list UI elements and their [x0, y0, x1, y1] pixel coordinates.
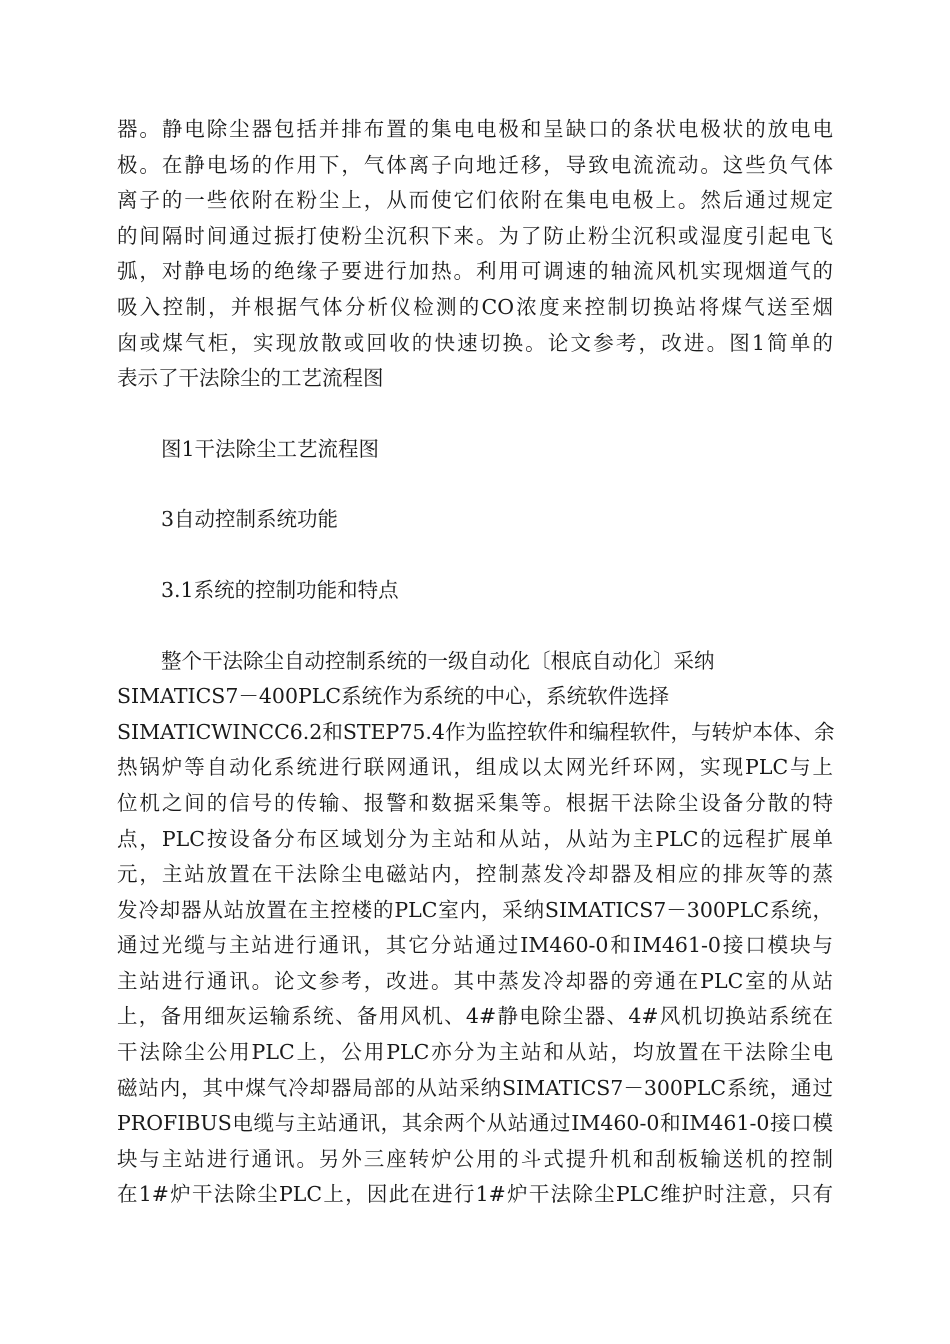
paragraph-line: 极。在静电场的作用下，气体离子向地迁移，导致电流流动。这些负气体 [117, 152, 833, 177]
figure-caption: 图1干法除尘工艺流程图 [161, 436, 380, 461]
paragraph-line: SIMATICWINCC6.2和STEP75.4作为监控软件和编程软件，与转炉本体、余 [117, 719, 835, 744]
paragraph-line: 离子的一些依附在粉尘上，从而使它们依附在集电电极上。然后通过规定 [117, 188, 833, 213]
section-heading: 3自动控制系统功能 [161, 507, 339, 532]
paragraph-line: 的间隔时间通过振打使粉尘沉积下来。为了防止粉尘沉积或湿度引起电飞 [117, 223, 833, 248]
paragraph-line: 整个干法除尘自动控制系统的一级自动化〔根底自动化〕采纳 [161, 648, 715, 673]
spacer [117, 467, 833, 502]
paragraph-line: 通过光缆与主站进行通讯，其它分站通过IM460-0和IM461-0接口模块与 [117, 933, 833, 958]
spacer [117, 397, 833, 432]
subsection-heading: 3.1系统的控制功能和特点 [161, 577, 399, 602]
paragraph-line: 在1#炉干法除尘PLC上，因此在进行1#炉干法除尘PLC维护时注意，只有 [117, 1182, 833, 1207]
paragraph-line: 囱或煤气柜，实现放散或回收的快速切换。论文参考，改进。图1简单的 [117, 330, 833, 355]
paragraph-line: 弧，对静电场的绝缘子要进行加热。利用可调速的轴流风机实现烟道气的 [117, 259, 833, 284]
paragraph-line: PROFIBUS电缆与主站通讯，其余两个从站通过IM460-0和IM461-0接口模 [117, 1111, 833, 1136]
paragraph-line: 点，PLC按设备分布区域划分为主站和从站，从站为主PLC的远程扩展单 [117, 826, 833, 851]
paragraph-line: 热锅炉等自动化系统进行联网通讯，组成以太网光纤环网，实现PLC与上 [117, 755, 833, 780]
spacer [117, 609, 833, 644]
paragraph-line: 磁站内，其中煤气冷却器局部的从站采纳SIMATICS7－300PLC系统，通过 [117, 1075, 833, 1100]
body-paragraph-2 [117, 644, 833, 1214]
document-page [117, 112, 833, 1213]
paragraph-line: SIMATICS7－400PLC系统作为系统的中心，系统软件选择 [117, 684, 670, 709]
paragraph-line: 表示了干法除尘的工艺流程图 [117, 366, 384, 391]
paragraph-line: 元，主站放置在干法除尘电磁站内，控制蒸发冷却器及相应的排灰等的蒸 [117, 862, 833, 887]
paragraph-line: 器。静电除尘器包括并排布置的集电电极和呈缺口的条状电极状的放电电 [117, 117, 833, 141]
body-paragraph-1 [117, 112, 833, 397]
spacer [117, 538, 833, 573]
paragraph-line: 主站进行通讯。论文参考，改进。其中蒸发冷却器的旁通在PLC室的从站 [117, 968, 833, 993]
paragraph-line: 块与主站进行通讯。另外三座转炉公用的斗式提升机和刮板输送机的控制 [117, 1146, 833, 1171]
paragraph-line: 上，备用细灰运输系统、备用风机、4#静电除尘器、4#风机切换站系统在 [117, 1004, 833, 1029]
paragraph-line: 位机之间的信号的传输、报警和数据采集等。根据干法除尘设备分散的特 [117, 790, 833, 815]
paragraph-line: 发冷却器从站放置在主控楼的PLC室内，采纳SIMATICS7－300PLC系统， [117, 897, 833, 922]
paragraph-line: 吸入控制，并根据气体分析仪检测的CO浓度来控制切换站将煤气送至烟 [117, 294, 833, 319]
paragraph-line: 干法除尘公用PLC上，公用PLC亦分为主站和从站，均放置在干法除尘电 [117, 1040, 833, 1065]
